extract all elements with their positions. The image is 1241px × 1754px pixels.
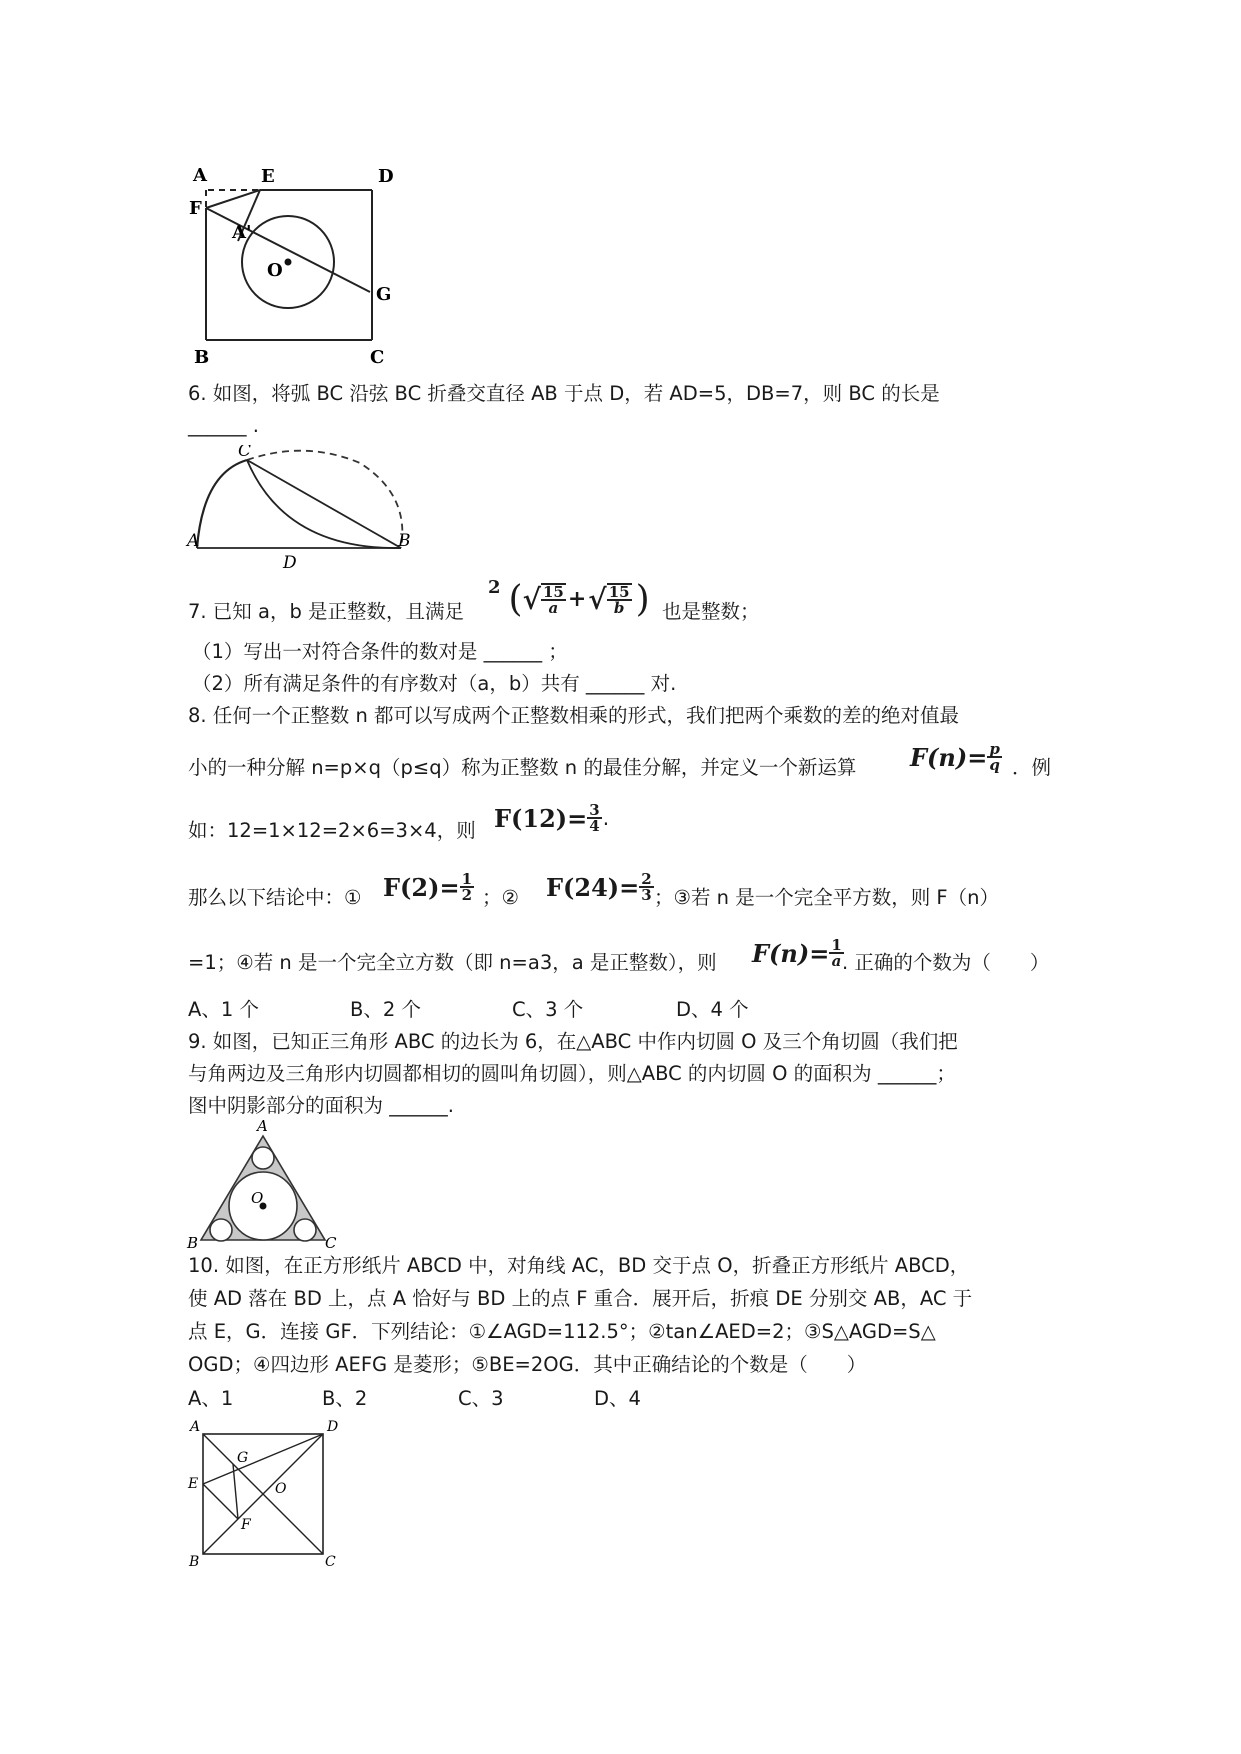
q8-line3 <box>188 818 476 844</box>
q7-formula <box>488 575 650 623</box>
q8-line3a: 如：12=1×12=2×6=3×4，则 <box>188 819 476 842</box>
q6-line1: 6. 如图，将弧 BC 沿弦 BC 折叠交直径 AB 于点 D，若 AD=5，DB=7，则 BC 的长是 <box>188 382 940 405</box>
q7-stem <box>188 599 464 625</box>
fig6-label-a: A <box>187 531 200 551</box>
q7-formula-rparen: ) <box>635 578 650 620</box>
q8-frac-pq-den: q <box>989 756 1000 774</box>
fig5-label-a-prime: A' <box>232 222 252 243</box>
q8-frac-pq-num: p <box>989 740 1000 758</box>
q8-line5b: . 正确的个数为（ ） <box>842 951 1050 974</box>
fig5-label-o: O <box>267 260 283 281</box>
q9-line3: 图中阴影部分的面积为 ______. <box>188 1094 454 1117</box>
q8-frac-34 <box>587 803 601 833</box>
fig10-label-b: B <box>189 1554 200 1568</box>
q8-frac-34-num: 3 <box>589 801 600 819</box>
q8-fn-lhs: F(n)= <box>752 938 830 968</box>
q7-plus: + <box>567 586 587 612</box>
fig5-label-f: F <box>189 198 202 219</box>
q8-fn-pq-lhs: F(n)= <box>910 742 988 772</box>
q8-frac-f2-den: 2 <box>461 886 472 904</box>
q8-formula-fn <box>752 938 844 968</box>
q8-option-d: D、4 个 <box>676 998 749 1021</box>
q8-formula-f2 <box>383 872 474 902</box>
q8-line5a: =1；④若 n 是一个完全立方数（即 n=a3，a 是正整数），则 <box>188 951 717 974</box>
fig5-label-a: A <box>193 165 207 186</box>
q8-line1: 8. 任何一个正整数 n 都可以写成两个正整数相乘的形式，我们把两个乘数的差的绝对值最 <box>188 704 960 727</box>
fig5-label-g: G <box>376 284 392 305</box>
q8-line4 <box>188 885 361 911</box>
q10-option-d: D、4 <box>594 1387 641 1410</box>
q8-option-a: A、1 个 <box>188 998 259 1021</box>
q7-stem-b: 也是整数； <box>662 600 760 623</box>
q9-line1: 9. 如图，已知正三角形 ABC 的边长为 6，在△ABC 中作内切圆 O 及三个角切圆（我们把 <box>188 1030 958 1053</box>
q8-f2-lhs: F(2)= <box>383 872 460 902</box>
fig5-label-b: B <box>194 347 210 368</box>
q8-f24-lhs: F(24)= <box>546 872 640 902</box>
q8-f12-lhs: F(12)= <box>494 803 588 833</box>
q8-line2 <box>188 755 856 781</box>
q7-formula-coef: 2 <box>488 577 501 598</box>
q7-sqrt-sign-1: √ <box>522 582 541 616</box>
q8-frac-fn-num: 1 <box>831 936 842 954</box>
figure-folded-arc <box>185 445 425 570</box>
q8-frac-34-den: 4 <box>589 817 600 835</box>
fig9-label-c: C <box>325 1234 337 1250</box>
fig9-label-a: A <box>257 1118 268 1135</box>
q8-line4c: ；③若 n 是一个完全平方数，则 F（n） <box>654 886 1000 909</box>
q6-line2: ______ . <box>188 414 259 437</box>
fig9-label-b: B <box>187 1234 199 1250</box>
q8-option-b: B、2 个 <box>350 998 421 1021</box>
q8-frac-f2-num: 1 <box>461 870 472 888</box>
figure-square-fold <box>185 1418 350 1568</box>
fig6-label-d: D <box>283 553 297 570</box>
q9-line2: 与角两边及三角形内切圆都相切的圆叫角切圆），则△ABC 的内切圆 O 的面积为 ______； <box>188 1062 956 1085</box>
fig10-label-e: E <box>188 1476 199 1492</box>
fig5-label-d: D <box>378 166 394 187</box>
q7-sqrt-sign-2: √ <box>588 582 607 616</box>
figure-triangle-incircle <box>185 1118 345 1250</box>
q7-sub2: （2）所有满足条件的有序数对（a，b）共有 ______ 对. <box>192 672 677 695</box>
q7-sqrt-2 <box>588 583 631 616</box>
fig5-label-c: C <box>370 347 385 368</box>
q7-frac-2 <box>607 583 632 615</box>
q10-line1: 10. 如图，在正方形纸片 ABCD 中，对角线 AC，BD 交于点 O，折叠正方形纸片 ABCD， <box>188 1254 970 1277</box>
q7-frac-1-den: a <box>548 599 559 617</box>
fig9-label-o: O <box>251 1189 264 1207</box>
q10-line4: OGD；④四边形 AEFG 是菱形；⑤BE=2OG．其中正确结论的个数是（ ） <box>188 1353 867 1376</box>
q8-line4b: ；② <box>482 886 519 909</box>
q7-frac-1 <box>541 583 566 615</box>
q8-frac-f24-den: 3 <box>641 886 652 904</box>
q8-frac-pq <box>987 742 1002 772</box>
fig6-label-c: C <box>238 445 252 461</box>
q8-line2a: 小的一种分解 n=p×q（p≤q）称为正整数 n 的最佳分解，并定义一个新运算 <box>188 756 857 779</box>
q8-formula-f12 <box>494 803 609 833</box>
fig10-label-g: G <box>237 1450 249 1466</box>
q8-formula-fn-pq <box>910 742 1002 772</box>
fig10-label-o: O <box>275 1481 287 1497</box>
q7-formula-lparen: ( <box>508 578 523 620</box>
q8-frac-f24 <box>639 872 653 902</box>
q8-line5 <box>188 950 717 976</box>
q8-line2b: ．例 <box>1012 756 1052 779</box>
fig10-label-f: F <box>241 1517 251 1533</box>
fig10-label-a: A <box>190 1419 201 1435</box>
q8-line4a: 那么以下结论中：① <box>188 886 362 909</box>
q8-line3b: . <box>602 806 610 830</box>
q8-option-c: C、3 个 <box>512 998 584 1021</box>
q10-line3: 点 E，G．连接 GF．下列结论：①∠AGD=112.5°；②tan∠AED=2；③S△AGD=S△ <box>188 1320 936 1343</box>
q10-line2: 使 AD 落在 BD 上，点 A 恰好与 BD 上的点 F 重合．展开后，折痕 DE 分别交 AB，AC 于 <box>188 1287 973 1310</box>
q8-frac-f2 <box>460 872 474 902</box>
figure-square-circle <box>180 160 400 370</box>
fig5-label-e: E <box>261 166 275 187</box>
q7-sqrt-1 <box>523 583 566 616</box>
q7-frac-2-den: b <box>613 599 625 617</box>
fig10-label-d: D <box>327 1419 339 1435</box>
q10-option-a: A、1 <box>188 1387 234 1410</box>
q8-frac-f24-num: 2 <box>641 870 652 888</box>
q8-formula-f24 <box>546 872 654 902</box>
q7-frac-1-num: 15 <box>542 583 564 601</box>
q7-frac-2-num: 15 <box>608 583 630 601</box>
q7-stem-a: 7. 已知 a，b 是正整数，且满足 <box>188 600 465 623</box>
fig10-label-c: C <box>325 1554 336 1568</box>
q7-sub1: （1）写出一对符合条件的数对是 ______ ； <box>192 640 568 663</box>
q8-frac-fn-den: a <box>831 952 842 970</box>
fig6-label-b: B <box>398 531 411 551</box>
q10-option-b: B、2 <box>322 1387 368 1410</box>
q10-option-c: C、3 <box>458 1387 504 1410</box>
